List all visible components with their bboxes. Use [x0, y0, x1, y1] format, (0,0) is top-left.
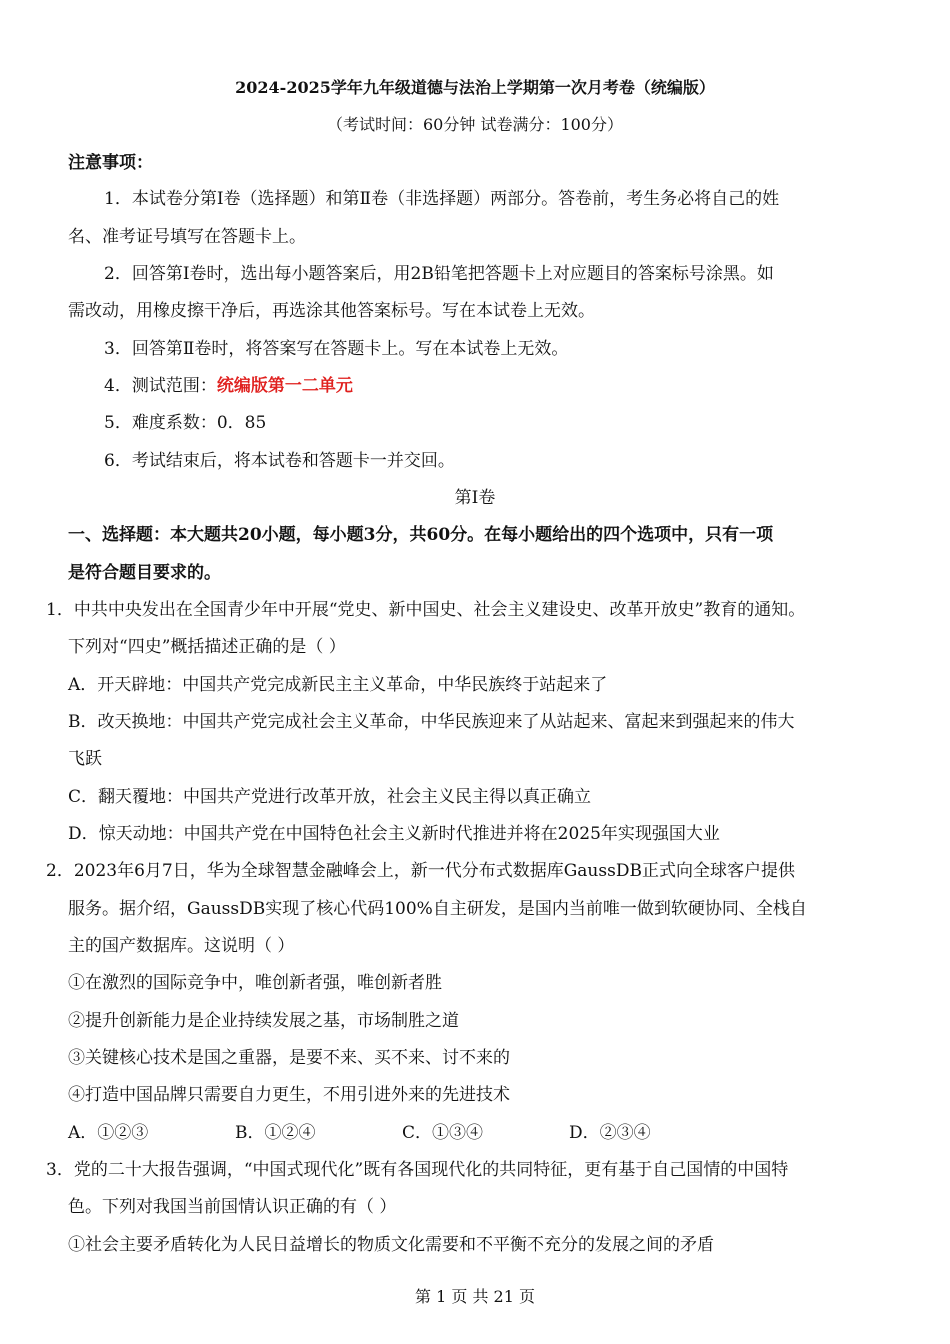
question-2-option-a: A．①②③ — [68, 1123, 149, 1143]
question-2-statement-3: ③关键核心技术是国之重器，是要不来、买不来、讨不来的 — [68, 1048, 510, 1068]
question-1-option-b-line-1: B．改天换地：中国共产党完成社会主义革命，中华民族迎来了从站起来、富起来到强起来的伟大 — [68, 712, 795, 732]
question-2-option-d: D．②③④ — [569, 1123, 651, 1143]
notice-item-6: 6．考试结束后，将本试卷和答题卡一并交回。 — [104, 451, 455, 471]
question-3-stem-line-2: 色。下列对我国当前国情认识正确的有（ ） — [68, 1197, 397, 1217]
question-1-option-c: C．翻天覆地：中国共产党进行改革开放，社会主义民主得以真正确立 — [68, 787, 592, 807]
question-2-statement-2: ②提升创新能力是企业持续发展之基，市场制胜之道 — [68, 1011, 459, 1031]
question-2-option-c: C．①③④ — [402, 1123, 484, 1143]
question-1-option-a: A．开天辟地：中国共产党完成新民主主义革命，中华民族终于站起来了 — [68, 675, 608, 695]
question-3-statement-1: ①社会主要矛盾转化为人民日益增长的物质文化需要和不平衡不充分的发展之间的矛盾 — [68, 1235, 714, 1255]
question-2-statement-1: ①在激烈的国际竞争中，唯创新者强，唯创新者胜 — [68, 973, 442, 993]
question-1-option-b-line-2: 飞跃 — [68, 749, 102, 769]
test-scope-value: 统编版第一二单元 — [216, 376, 353, 396]
section-heading-line-1: 一、选择题：本大题共20小题，每小题3分，共60分。在每小题给出的四个选项中，只有一项 — [68, 525, 774, 545]
notice-item-1-line-1: 1．本试卷分第Ⅰ卷（选择题）和第Ⅱ卷（非选择题）两部分。答卷前，考生务必将自己的姓 — [104, 189, 780, 209]
question-2-statement-4: ④打造中国品牌只需要自力更生，不用引进外来的先进技术 — [68, 1085, 510, 1105]
notice-item-4-label: 4．测试范围： — [104, 376, 217, 396]
volume-heading: 第Ⅰ卷 — [454, 488, 496, 508]
notice-item-2-line-2: 需改动，用橡皮擦干净后，再选涂其他答案标号。写在本试卷上无效。 — [68, 301, 595, 321]
exam-subtitle: （考试时间：60分钟 试卷满分：100分） — [327, 115, 623, 134]
question-2-option-b: B．①②④ — [235, 1123, 316, 1143]
question-2-stem-line-1: 2．2023年6月7日，华为全球智慧金融峰会上，新一代分布式数据库GaussDB正式向全球客户提供 — [46, 861, 795, 881]
question-1-option-d: D．惊天动地：中国共产党在中国特色社会主义新时代推进并将在2025年实现强国大业 — [68, 824, 720, 844]
notice-item-3: 3．回答第Ⅱ卷时，将答案写在答题卡上。写在本试卷上无效。 — [104, 339, 569, 359]
notice-item-5: 5．难度系数：0．85 — [104, 413, 267, 433]
notice-item-1-line-2: 名、准考证号填写在答题卡上。 — [68, 227, 306, 247]
question-2-stem-line-3: 主的国产数据库。这说明（ ） — [68, 936, 295, 956]
notice-item-4 — [104, 375, 353, 397]
exam-title: 2024-2025学年九年级道德与法治上学期第一次月考卷（统编版） — [235, 78, 715, 97]
question-2-options — [68, 1122, 651, 1144]
page-number: 第 1 页 共 21 页 — [415, 1287, 535, 1306]
question-3-stem-line-1: 3．党的二十大报告强调，“中国式现代化”既有各国现代化的共同特征，更有基于自己国情的中国特 — [46, 1160, 789, 1180]
question-1-stem-line-2: 下列对“四史”概括描述正确的是（ ） — [68, 637, 346, 657]
section-heading-line-2: 是符合题目要求的。 — [68, 563, 221, 583]
notice-item-2-line-1: 2．回答第Ⅰ卷时，选出每小题答案后，用2B铅笔把答题卡上对应题目的答案标号涂黑。如 — [104, 264, 774, 284]
question-2-stem-line-2: 服务。据介绍，GaussDB实现了核心代码100%自主研发，是国内当前唯一做到软硬协同、全栈自 — [68, 899, 807, 919]
question-1-stem-line-1: 1．中共中央发出在全国青少年中开展“党史、新中国史、社会主义建设史、改革开放史”教育的通知。 — [46, 600, 806, 620]
notice-heading: 注意事项： — [68, 153, 153, 173]
